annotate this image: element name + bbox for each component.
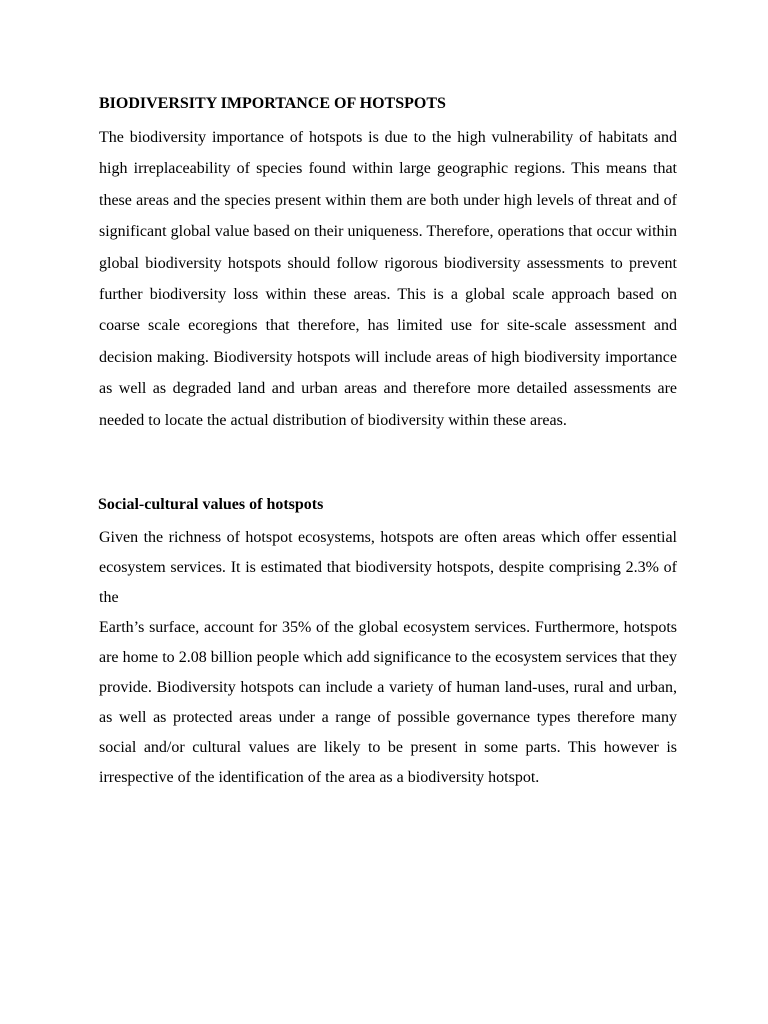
section-heading-biodiversity-importance: BIODIVERSITY IMPORTANCE OF HOTSPOTS	[99, 95, 446, 112]
section-heading-social-cultural-values: Social-cultural values of hotspots	[98, 496, 324, 513]
paragraph-social-cultural-intro: Given the richness of hotspot ecosystems, hotspots are often areas which offer essential ecosystem services. It is estimated that biodiversity hotspots, despite comprising 2.3% of the	[99, 529, 677, 606]
paragraph-biodiversity-importance: The biodiversity importance of hotspots is due to the high vulnerability of habitats and high irreplaceability of species found within large geographic regions. This means that these areas and the species present within them are both under high levels of threat and of significant global value based on their uniqueness. Therefore, operations that occur within global biodiversity hotspots should follow rigorous biodiversity assessments to prevent further biodiversity loss within these areas. This is a global scale approach based on coarse scale ecoregions that therefore, has limited use for site-scale assessment and decision making. Biodiversity hotspots will include areas of high biodiversity importance as well as degraded land and urban areas and therefore more detailed assessments are needed to locate the actual distribution of biodiversity within these areas.	[99, 129, 677, 429]
paragraph-social-cultural-body: Earth’s surface, account for 35% of the global ecosystem services. Furthermore, hotspots are home to 2.08 billion people which add significance to the ecosystem services that they provide. Biodiversity hotspots can include a variety of human land-uses, rural and urban, as well as protected areas under a range of possible governance types therefore many social and/or cultural values are likely to be present in some parts. This however is irrespective of the identification of the area as a biodiversity hotspot.	[99, 619, 677, 786]
